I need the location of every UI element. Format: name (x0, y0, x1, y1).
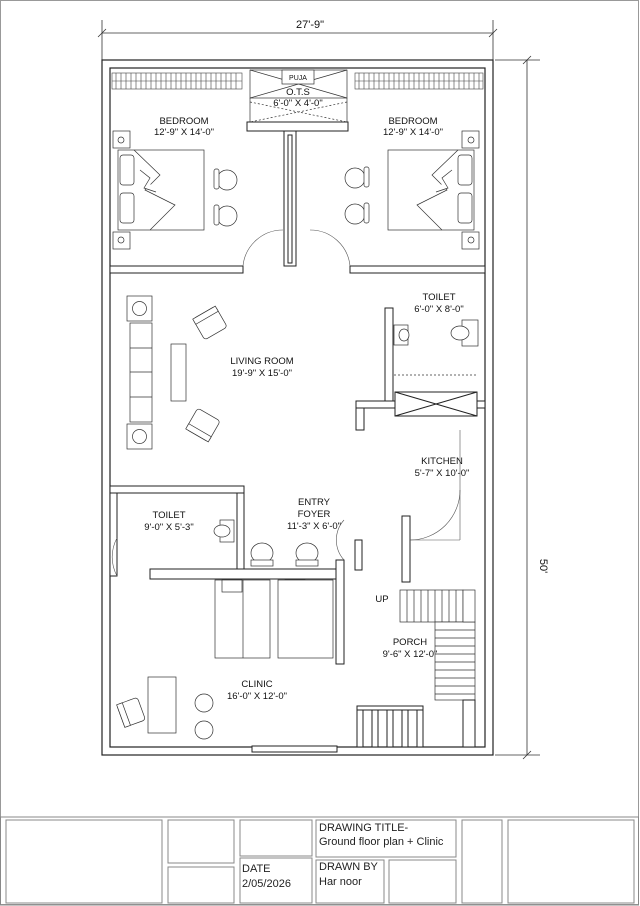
toilet-upper-fixtures (394, 320, 478, 375)
bedroom-left-name: BEDROOM (159, 116, 209, 127)
toilet-lower-name: TOILET (152, 510, 186, 521)
sheet-border (1, 1, 639, 905)
entry-foyer-name-1: ENTRY (297, 497, 331, 508)
porch-columns (357, 700, 475, 747)
drawing-title-label: DRAWING TITLE- (319, 822, 409, 834)
width-dimension-label: 27'-9" (295, 19, 325, 31)
bed-left (113, 131, 204, 249)
living-room-size: 19'-9" X 15'-0" (231, 368, 293, 379)
height-dimension (495, 56, 540, 759)
entry-foyer-size: 11'-3" X 6'-0" (286, 521, 342, 532)
bedroom-right-size: 12'-9" X 14'-0" (382, 127, 444, 138)
height-dimension-label: 50' (537, 558, 549, 574)
bedroom-right-chairs (345, 167, 369, 224)
porch-size: 9'-6" X 12'-0" (382, 649, 438, 660)
toilet-upper-size: 6'-0" X 8'-0" (414, 304, 464, 315)
entry-foyer-name-2: FOYER (297, 509, 331, 520)
clinic-size: 16'-0" X 12'-0" (226, 691, 288, 702)
date-label: DATE (242, 863, 271, 875)
drawn-by-value: Har noor (319, 876, 362, 888)
clinic-furniture (117, 580, 333, 739)
kitchen-size: 5'-7" X 10'-0" (414, 468, 470, 479)
toilet-lower-size: 9'-0" X 5'-3" (144, 522, 194, 533)
drawn-by-label: DRAWN BY (319, 861, 378, 873)
stair-up-label: UP (375, 594, 389, 605)
date-value: 2/05/2026 (242, 878, 291, 890)
puja-label: PUJA (289, 75, 307, 82)
living-room-furniture (127, 296, 227, 449)
living-room-name: LIVING ROOM (230, 356, 294, 367)
bedroom-left-chairs (214, 169, 237, 226)
bedroom-left-size: 12'-9" X 14'-0" (153, 127, 215, 138)
ots-name: O.T.S (286, 87, 310, 98)
clinic-name: CLINIC (241, 679, 273, 690)
wardrobe-left (112, 73, 242, 89)
bedroom-right-name: BEDROOM (388, 116, 438, 127)
toilet-upper-name: TOILET (422, 292, 456, 303)
drawing-title-value: Ground floor plan + Clinic (319, 836, 444, 848)
wardrobe-right (355, 73, 483, 89)
bed-right (388, 131, 479, 249)
ots-size: 6'-0" X 4'-0" (273, 98, 323, 109)
kitchen-name: KITCHEN (421, 456, 463, 467)
porch-name: PORCH (392, 637, 428, 648)
kitchen-door (410, 430, 460, 540)
